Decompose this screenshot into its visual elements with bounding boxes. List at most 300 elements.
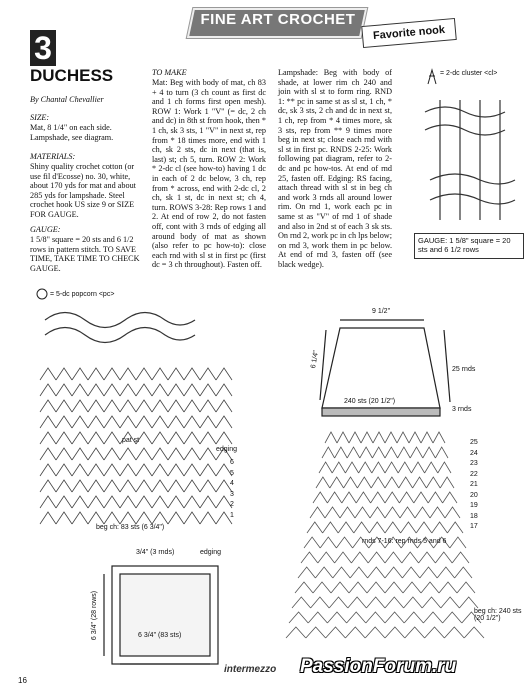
- row-mark: 4: [230, 480, 234, 487]
- mat-stitch-mark: [168, 496, 184, 508]
- gauge-box: GAUGE: 1 5/8" square = 20 sts and 6 1/2 rows: [414, 233, 524, 259]
- brand-logo: intermezzo: [224, 664, 277, 675]
- lamp-stitch-mark: [398, 447, 411, 458]
- mat-stitch-mark: [168, 400, 184, 412]
- shade-3-rnds: 3 rnds: [452, 406, 472, 413]
- rnd-mark: 25: [470, 439, 478, 446]
- lamp-stitch-mark: [398, 462, 411, 473]
- mat-stitch-mark: [88, 448, 104, 460]
- lamp-stitch-mark: [308, 612, 327, 623]
- mat-stitch-mark: [40, 496, 56, 508]
- lamp-stitch-mark: [402, 567, 419, 578]
- mat-stitch-mark: [200, 480, 216, 492]
- lamp-stitch-mark: [292, 597, 311, 608]
- mat-stitch-mark: [168, 512, 184, 524]
- row-mark: 5: [230, 469, 234, 477]
- lamp-stitch-mark: [345, 627, 365, 638]
- mat-stitch-mark: [56, 368, 72, 380]
- lamp-stitch-mark: [385, 597, 404, 608]
- lamp-stitch-mark: [409, 432, 421, 443]
- mat-row-marks: [230, 458, 234, 521]
- lamp-stitch-mark: [385, 612, 404, 623]
- mat-stitch-mark: [120, 416, 136, 428]
- watermark: PassionForum.ru: [300, 656, 457, 677]
- row-mark: 2: [230, 501, 234, 508]
- lamp-stitch-mark: [373, 432, 385, 443]
- lamp-stitch-mark: [325, 432, 337, 443]
- lamp-stitch-mark: [338, 522, 354, 533]
- size-heading: SIZE:: [30, 113, 50, 122]
- lamp-stitch-mark: [425, 462, 438, 473]
- lamp-stitch-mark: [366, 612, 385, 623]
- lamp-stitch-mark: [365, 627, 385, 638]
- lamp-stitch-mark: [349, 582, 367, 593]
- lamp-stitch-mark: [399, 492, 413, 503]
- rnd-mark: 21: [470, 481, 478, 488]
- lamp-stitch-mark: [345, 462, 358, 473]
- lamp-stitch-mark: [385, 477, 399, 488]
- lamp-stitch-mark: [344, 477, 358, 488]
- lamp-stitch-mark: [354, 522, 370, 533]
- lamp-stitch-mark: [433, 432, 445, 443]
- lamp-stitch-mark: [366, 597, 385, 608]
- lamp-stitch-mark: [315, 567, 332, 578]
- mat-stitch-mark: [200, 496, 216, 508]
- mat-stitch-mark: [56, 448, 72, 460]
- rnd-mark: 24: [470, 449, 478, 457]
- lamp-stitch-mark: [385, 522, 401, 533]
- row-mark: 3: [230, 490, 234, 498]
- size-text: Mat, 8 1/4" on each side. Lampshade, see diagram.: [30, 123, 114, 142]
- mat-edging-label: edging: [216, 446, 238, 453]
- mat-stitch-mark: [56, 384, 72, 396]
- gauge-text: 1 5/8" square = 20 sts and 6 1/2 rows in pattern stitch. TO SAVE TIME, TAKE TIME TO CHECK GAUGE.: [30, 235, 140, 273]
- lamp-stitch-mark: [399, 477, 413, 488]
- lamp-stitch-mark: [367, 582, 385, 593]
- lamp-stitch-mark: [307, 522, 323, 533]
- cluster-legend: = 2-dc cluster <cl>: [440, 70, 498, 77]
- mat-stitch-mark: [152, 512, 168, 524]
- lamp-stitch-mark: [428, 492, 442, 503]
- lamp-stitch-mark: [371, 477, 385, 488]
- to-make-heading: TO MAKE: [152, 68, 187, 77]
- lamp-stitch-mark: [402, 552, 419, 563]
- mat-stitch-mark: [168, 448, 184, 460]
- lamp-stitch-mark: [385, 447, 398, 458]
- lamp-stitch-mark: [422, 597, 441, 608]
- mat-stitch-mark: [104, 416, 120, 428]
- popcorn-legend: = 5-dc popcorn <pc>: [50, 291, 115, 298]
- mat-stitch-mark: [104, 448, 120, 460]
- mat-schematic-edging: edging: [200, 549, 222, 556]
- lamp-stitch-mark: [347, 447, 360, 458]
- lamp-stitch-mark: [356, 492, 370, 503]
- page-number: 16: [18, 676, 27, 685]
- mat-stitch-mark: [72, 416, 88, 428]
- mat-stitch-mark: [40, 368, 56, 380]
- mat-schematic-height: 6 3/4" (28 rows): [91, 590, 99, 641]
- lamp-stitch-mark: [335, 552, 352, 563]
- mat-stitch-mark: [168, 416, 184, 428]
- materials-heading: MATERIALS:: [30, 152, 76, 161]
- mat-stitch-mark: [120, 384, 136, 396]
- lamp-stitch-mark: [430, 507, 445, 518]
- lamp-stitch-mark: [385, 492, 399, 503]
- lamp-stitch-mark: [385, 432, 397, 443]
- lamp-stitch-mark: [327, 492, 341, 503]
- lamp-stitch-mark: [457, 582, 475, 593]
- mat-stitch-mark: [72, 480, 88, 492]
- lamp-stitch-mark: [313, 582, 331, 593]
- lamp-stitch-mark: [421, 582, 439, 593]
- lamp-stitch-mark: [360, 447, 373, 458]
- rnd-mark: 20: [470, 491, 478, 499]
- mat-stitch-mark: [184, 512, 200, 524]
- mat-stitch-mark: [216, 384, 232, 396]
- lamp-stitch-mark: [445, 507, 460, 518]
- lamp-stitch-mark: [330, 477, 344, 488]
- lamp-stitch-mark: [385, 567, 402, 578]
- mat-stitch-mark: [56, 464, 72, 476]
- mat-stitch-mark: [184, 432, 200, 444]
- mat-stitch-mark: [40, 416, 56, 428]
- mat-stitch-mark: [200, 416, 216, 428]
- mat-stitch-mark: [88, 432, 104, 444]
- mat-stitch-mark: [136, 496, 152, 508]
- mat-stitch-mark: [104, 432, 120, 444]
- mat-beg-ch-label: beg ch: 83 sts (6 3/4"): [96, 524, 165, 531]
- mat-stitch-mark: [72, 448, 88, 460]
- mat-stitch-mark: [88, 480, 104, 492]
- mat-schematic: [104, 566, 218, 664]
- lamp-stitch-mark: [295, 582, 313, 593]
- lamp-stitch-mark: [342, 492, 356, 503]
- mat-stitch-mark: [88, 400, 104, 412]
- lamp-stitch-mark: [331, 582, 349, 593]
- rnd-mark: 23: [470, 460, 478, 467]
- lamp-stitch-mark: [306, 627, 326, 638]
- lamp-stitch-mark: [443, 612, 462, 623]
- mat-stitch-mark: [152, 448, 168, 460]
- mat-stitch-mark: [56, 496, 72, 508]
- mat-stitch-mark: [136, 416, 152, 428]
- to-make-text: Mat: Beg with body of mat, ch 83 + 4 to turn (3 ch count as first dc and 1 ch forms first open mesh). ROW 1: Work 1 "V" (= dc, 2 ch and dc) in 8th st from hook, then * 1 ch, sk 3 sts, 1 "V" in next st, rep from * 18 times more, end with 1 ch, sk 2 sts, dc in next (that is, last) st; ch 5, turn. ROW 2: Work * 2-dc cl (see how-to) having 1 dc in each of 2 dc below, 3 ch, rep from * across, end with 2-dc cl, 2 ch, sk 1 st, dc in next st; ch 4, turn. ROWS 3-28: Rep rows 1 and 2. At end of row 2, do not fasten off, cont with 3 rnds of edging all around body of mat as shown (also refer to pc how-to): close each rnd with sl st in first pc (first dc = 3 ch throughout). Fasten off.: [152, 78, 266, 270]
- mat-stitch-mark: [200, 512, 216, 524]
- lamp-stitch-mark: [426, 477, 440, 488]
- mat-stitch-mark: [120, 448, 136, 460]
- mat-stitch-mark: [120, 496, 136, 508]
- mat-stitch-mark: [184, 368, 200, 380]
- lamp-stitch-mark: [435, 447, 448, 458]
- mat-stitch-mark: [136, 512, 152, 524]
- lamp-stitch-mark: [423, 612, 442, 623]
- mat-stitch-diagram: [40, 368, 232, 524]
- lamp-stitch-mark: [455, 567, 472, 578]
- mat-stitch-mark: [136, 480, 152, 492]
- mat-stitch-mark: [216, 416, 232, 428]
- lamp-stitch-mark: [335, 447, 348, 458]
- lamp-stitch-mark: [368, 552, 385, 563]
- mat-stitch-mark: [104, 368, 120, 380]
- rnd-mark: 17: [470, 523, 478, 530]
- lamp-stitch-mark: [318, 552, 335, 563]
- mat-stitch-mark: [56, 432, 72, 444]
- lamp-stitch-mark: [405, 627, 425, 638]
- lamp-stitch-mark: [298, 567, 315, 578]
- lamp-stitch-mark: [400, 507, 415, 518]
- mat-stitch-mark: [40, 512, 56, 524]
- lamp-stitch-mark: [410, 447, 423, 458]
- lamp-stitch-mark: [452, 552, 469, 563]
- lamp-stitch-mark: [329, 597, 348, 608]
- lamp-stitch-mark: [423, 447, 436, 458]
- mat-stitch-mark: [184, 496, 200, 508]
- lamp-stitch-mark: [397, 432, 409, 443]
- mat-stitch-mark: [72, 464, 88, 476]
- mat-stitch-mark: [216, 432, 232, 444]
- lamp-rnd-marks: [470, 438, 478, 533]
- mat-stitch-mark: [184, 416, 200, 428]
- lamp-stitch-mark: [348, 597, 367, 608]
- lamp-stitch-mark: [420, 567, 437, 578]
- popcorn-howto-illustration: [45, 313, 195, 343]
- lamp-stitch-mark: [385, 507, 400, 518]
- mat-stitch-mark: [200, 432, 216, 444]
- lamp-stitch-mark: [311, 597, 330, 608]
- mat-stitch-mark: [136, 400, 152, 412]
- lamp-stitch-mark: [435, 552, 452, 563]
- lamp-stitch-mark: [301, 552, 318, 563]
- rnd-mark: 18: [470, 512, 478, 520]
- lampshade-text: Lampshade: Beg with body of shade, at lower rim ch 240 and join with sl st to form ring. RND 1: ** pc in same st as sl st, 1 ch, * dc, sk 3 sts, 2 ch and dc in next st, 1 ch, rep from * 4 times more, sk 3 sts, rep from ** 9 times more beg in next st; close each rnd with sl st in first pc. RNDS 2-25: Work following pat diagram, refer to 2-dc and pc how-tos. At end of rnd 25, fasten off. Edging: RS facing, attach thread with sl st in beg ch and work 3 rnds all around lower rim. On rnd 1, work each pc in same st as "V" of rnd 1 of shade and also in 2nd st of each 3 sk sts. On rnd 2, work pc in ch lps below; on rnd 3, work them in pc below. At end of rnd 3, fasten off (see black wedge).: [278, 68, 392, 269]
- mat-3-rnds: 3/4" (3 rnds): [136, 549, 175, 556]
- mat-stitch-mark: [72, 512, 88, 524]
- lamp-stitch-mark: [369, 522, 385, 533]
- mat-stitch-mark: [88, 464, 104, 476]
- mat-stitch-mark: [88, 512, 104, 524]
- lamp-stitch-mark: [421, 432, 433, 443]
- lamp-stitch-mark: [368, 567, 385, 578]
- lamp-stitch-mark: [319, 462, 332, 473]
- lamp-stitch-mark: [337, 432, 349, 443]
- lampshade-stitch-diagram: [286, 432, 484, 638]
- mat-stitch-mark: [200, 400, 216, 412]
- lamp-stitch-mark: [351, 552, 368, 563]
- lamp-stitch-mark: [404, 612, 423, 623]
- mat-stitch-mark: [40, 480, 56, 492]
- mat-stitch-mark: [168, 432, 184, 444]
- lamp-stitch-mark: [361, 432, 373, 443]
- mat-stitch-mark: [88, 496, 104, 508]
- lamp-stitch-mark: [322, 447, 335, 458]
- mat-stitch-mark: [200, 368, 216, 380]
- lamp-stitch-mark: [289, 612, 308, 623]
- mat-stitch-mark: [120, 480, 136, 492]
- lamp-stitch-mark: [385, 462, 398, 473]
- shade-25-rnds: 25 rnds: [452, 366, 476, 373]
- lamp-stitch-mark: [419, 552, 436, 563]
- mat-schematic-width: 6 3/4" (83 sts): [138, 632, 182, 639]
- lamp-stitch-mark: [325, 507, 340, 518]
- lamp-stitch-mark: [416, 522, 432, 533]
- mat-stitch-mark: [104, 480, 120, 492]
- lamp-stitch-mark: [432, 522, 448, 533]
- lamp-stitch-mark: [310, 507, 325, 518]
- lamp-stitch-mark: [443, 492, 457, 503]
- mat-stitch-mark: [72, 368, 88, 380]
- mat-stitch-mark: [152, 464, 168, 476]
- lamp-stitch-mark: [401, 522, 417, 533]
- lamp-stitch-mark: [464, 627, 484, 638]
- header-banner: FINE ART CROCHET: [200, 11, 356, 28]
- mat-stitch-mark: [152, 416, 168, 428]
- pat-st-label: pat st: [122, 437, 140, 444]
- mat-stitch-mark: [56, 512, 72, 524]
- mat-stitch-mark: [104, 400, 120, 412]
- mat-stitch-mark: [136, 368, 152, 380]
- lamp-stitch-mark: [340, 507, 355, 518]
- shade-height: 6 1/4": [310, 349, 321, 370]
- pattern-title: DUCHESS: [30, 66, 114, 85]
- lamp-rep-note: rnds 7-16: rep rnds 5 and 6: [362, 538, 447, 545]
- mat-stitch-mark: [184, 400, 200, 412]
- lamp-stitch-mark: [459, 597, 478, 608]
- mat-stitch-mark: [104, 512, 120, 524]
- lamp-stitch-mark: [385, 627, 405, 638]
- lamp-stitch-mark: [385, 552, 402, 563]
- rnd-mark: 22: [470, 470, 478, 478]
- mat-stitch-mark: [72, 384, 88, 396]
- mat-stitch-mark: [184, 480, 200, 492]
- mat-stitch-mark: [184, 448, 200, 460]
- mat-stitch-mark: [40, 432, 56, 444]
- lamp-stitch-mark: [336, 537, 352, 548]
- mat-stitch-mark: [72, 496, 88, 508]
- mat-stitch-mark: [104, 496, 120, 508]
- mat-stitch-mark: [200, 464, 216, 476]
- mat-stitch-mark: [200, 384, 216, 396]
- mat-stitch-mark: [40, 400, 56, 412]
- lamp-stitch-mark: [347, 612, 366, 623]
- lamp-stitch-mark: [371, 492, 385, 503]
- lamp-stitch-mark: [326, 627, 346, 638]
- lamp-stitch-mark: [349, 432, 361, 443]
- mat-stitch-mark: [152, 368, 168, 380]
- lamp-stitch-mark: [411, 462, 424, 473]
- mat-stitch-mark: [168, 384, 184, 396]
- cluster-symbol-icon: [428, 70, 436, 84]
- lamp-stitch-mark: [415, 507, 430, 518]
- mat-stitch-mark: [184, 464, 200, 476]
- mat-stitch-mark: [152, 384, 168, 396]
- gauge-heading: GAUGE:: [30, 225, 61, 234]
- lamp-stitch-mark: [333, 567, 350, 578]
- lamp-stitch-mark: [447, 522, 463, 533]
- mat-stitch-mark: [136, 464, 152, 476]
- mat-stitch-mark: [72, 400, 88, 412]
- mat-stitch-mark: [120, 368, 136, 380]
- lamp-stitch-mark: [437, 567, 454, 578]
- lamp-stitch-mark: [404, 597, 423, 608]
- mat-stitch-mark: [200, 448, 216, 460]
- mat-stitch-mark: [184, 384, 200, 396]
- popcorn-symbol-icon: [37, 289, 47, 299]
- mat-stitch-mark: [56, 480, 72, 492]
- byline: By Chantal Chevallier: [30, 95, 104, 104]
- mat-stitch-mark: [120, 464, 136, 476]
- mat-stitch-mark: [104, 464, 120, 476]
- mat-stitch-mark: [152, 400, 168, 412]
- lamp-stitch-mark: [304, 537, 320, 548]
- mat-stitch-mark: [168, 480, 184, 492]
- cluster-howto-illustration: [425, 100, 515, 220]
- favorite-nook-tag: Favorite nook: [361, 18, 457, 48]
- lamp-stitch-mark: [441, 597, 460, 608]
- mat-stitch-mark: [168, 368, 184, 380]
- mat-stitch-mark: [120, 400, 136, 412]
- lamp-beg-ch: beg ch: 240 sts (20 1/2"): [474, 608, 522, 622]
- lamp-stitch-mark: [403, 582, 421, 593]
- mat-stitch-mark: [88, 368, 104, 380]
- lamp-stitch-mark: [385, 582, 403, 593]
- mat-stitch-mark: [40, 464, 56, 476]
- mat-stitch-mark: [104, 384, 120, 396]
- lamp-stitch-mark: [413, 477, 427, 488]
- mat-stitch-mark: [152, 432, 168, 444]
- row-mark: 6: [230, 459, 234, 466]
- mat-stitch-mark: [88, 416, 104, 428]
- mat-stitch-mark: [168, 464, 184, 476]
- mat-stitch-mark: [216, 368, 232, 380]
- lamp-stitch-mark: [355, 507, 370, 518]
- lamp-stitch-mark: [372, 447, 385, 458]
- lamp-stitch-mark: [350, 567, 367, 578]
- materials-text: Shiny quality crochet cotton (or use fil d'Ecosse) no. 30, white, about 170 yds for mat and about 285 yds for lampshade. Steel crochet hook US size 9 or SIZE FOR GAUGE.: [30, 162, 136, 219]
- lamp-stitch-mark: [438, 462, 451, 473]
- lamp-stitch-mark: [444, 627, 464, 638]
- lamp-stitch-mark: [440, 477, 454, 488]
- lamp-stitch-mark: [414, 492, 428, 503]
- lamp-stitch-mark: [313, 492, 327, 503]
- lamp-stitch-mark: [370, 507, 385, 518]
- lamp-stitch-mark: [359, 462, 372, 473]
- mat-stitch-mark: [88, 384, 104, 396]
- lamp-stitch-mark: [316, 477, 330, 488]
- lamp-stitch-mark: [450, 537, 466, 548]
- mat-stitch-mark: [120, 512, 136, 524]
- lamp-stitch-mark: [425, 627, 445, 638]
- row-mark: 1: [230, 511, 234, 519]
- lamp-stitch-mark: [286, 627, 306, 638]
- lamp-stitch-mark: [439, 582, 457, 593]
- lamp-stitch-mark: [327, 612, 346, 623]
- shade-sts: 240 sts (20 1/2"): [344, 398, 396, 405]
- lamp-stitch-mark: [357, 477, 371, 488]
- rnd-mark: 19: [470, 502, 478, 509]
- lamp-stitch-mark: [332, 462, 345, 473]
- mat-stitch-mark: [152, 480, 168, 492]
- lamp-stitch-mark: [320, 537, 336, 548]
- mat-stitch-mark: [136, 448, 152, 460]
- mat-stitch-mark: [152, 496, 168, 508]
- mat-stitch-mark: [72, 432, 88, 444]
- shade-top-width: 9 1/2": [372, 308, 391, 315]
- mat-stitch-mark: [40, 448, 56, 460]
- lamp-stitch-mark: [323, 522, 339, 533]
- mat-stitch-mark: [56, 416, 72, 428]
- lamp-stitch-mark: [372, 462, 385, 473]
- pattern-number: 3: [30, 30, 56, 66]
